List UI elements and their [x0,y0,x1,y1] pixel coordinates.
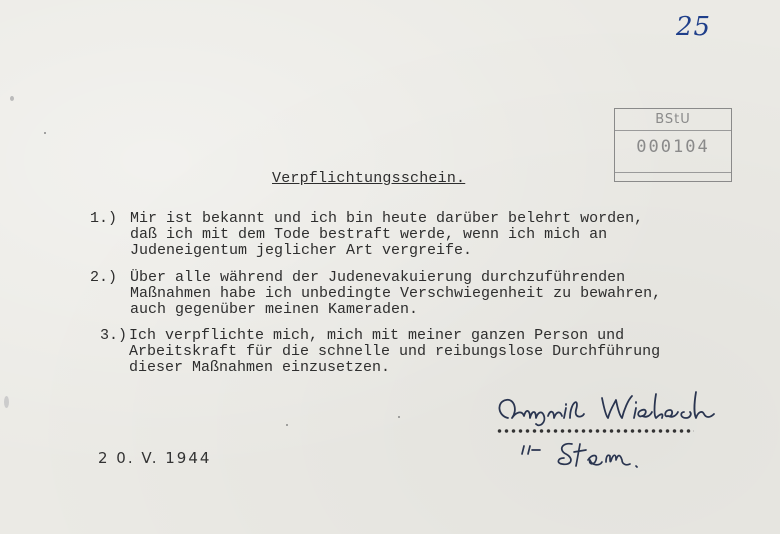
paper-speck [286,424,288,426]
item-number: 3.) [100,327,128,344]
item-number: 2.) [90,269,118,286]
archive-stamp [614,108,732,182]
paper-speck [398,416,400,418]
item-line: dieser Maßnahmen einzusetzen. [129,359,391,376]
item-line: daß ich mit dem Tode bestraft werde, wenn ich mich an [130,226,608,243]
paper-speck [10,96,14,101]
page-number: 25 [676,12,712,42]
stamp-label: BStU [655,112,691,127]
item-number: 1.) [90,210,118,227]
signature-handwriting [490,388,720,432]
stamp-divider [615,172,731,173]
paper-speck [44,132,46,134]
item-line: Über alle während der Judenevakuierung durchzuführenden [130,269,626,286]
item-line: Ich verpflichte mich, mich mit meiner ganzen Person und [129,327,625,344]
item-line: Arbeitskraft für die schnelle und reibungslose Durchführung [129,343,661,360]
paper-speck [4,396,9,408]
item-line: Maßnahmen habe ich unbedingte Verschwiegenheit zu bewahren, [130,285,662,302]
item-line: auch gegenüber meinen Kameraden. [130,301,419,318]
stamp-divider [615,130,731,131]
document-title: Verpflichtungsschein. [272,170,466,187]
signature-line [496,428,694,434]
document-date: 2 0. V. 1944 [98,449,212,467]
item-line: Judeneigentum jeglicher Art vergreife. [130,242,473,259]
stamp-number: 000104 [636,137,710,157]
item-line: Mir ist bekannt und ich bin heute darüber belehrt worden, [130,210,644,227]
rank-handwriting [518,436,668,472]
